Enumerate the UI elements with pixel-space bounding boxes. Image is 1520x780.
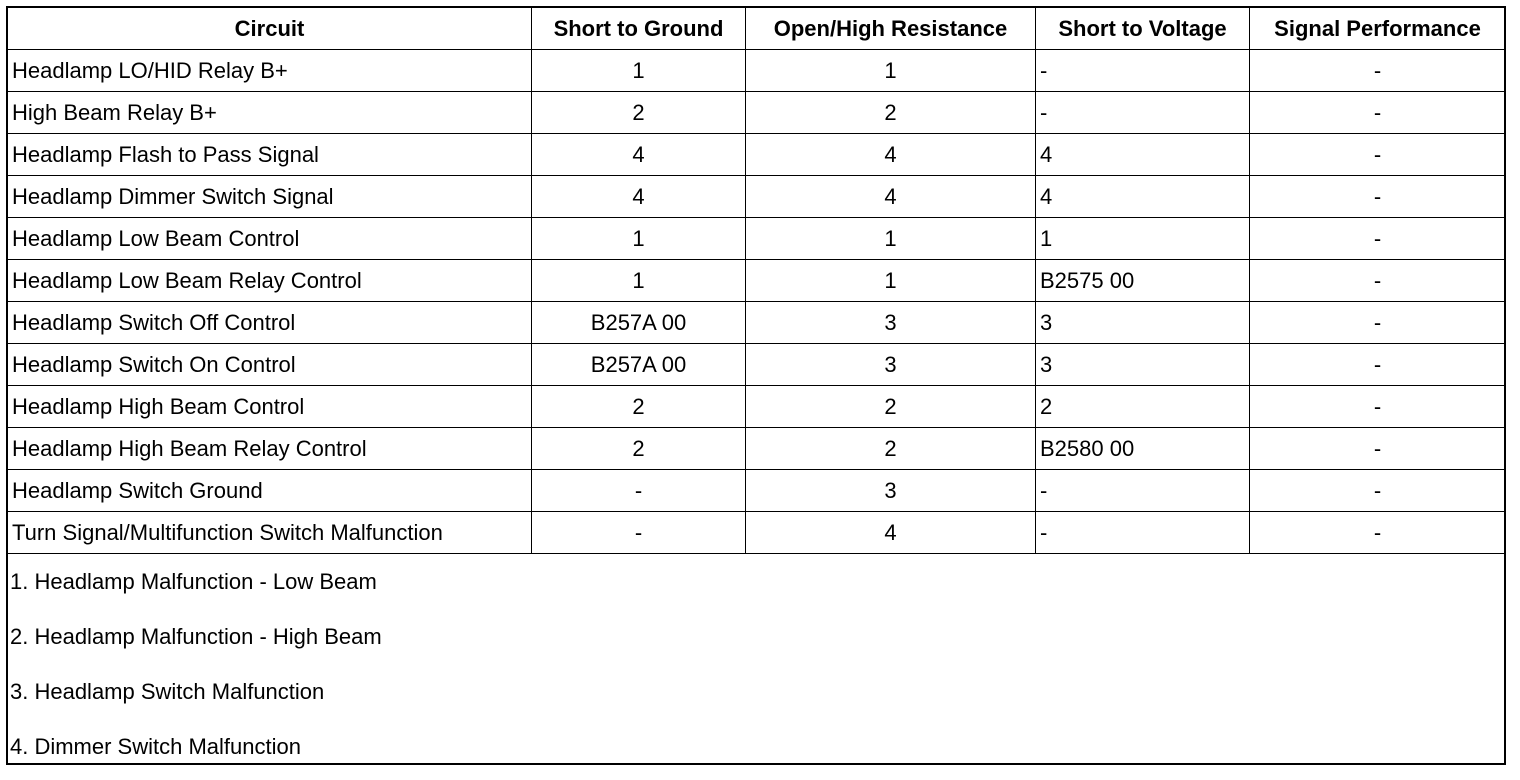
open-high-resistance-cell: 2: [746, 386, 1036, 428]
short-to-ground-cell: 4: [532, 134, 746, 176]
table-row: [8, 428, 1506, 470]
short-to-ground-cell: 1: [532, 218, 746, 260]
short-to-voltage-cell: 3: [1036, 302, 1250, 344]
short-to-voltage-cell: -: [1036, 50, 1250, 92]
circuit-cell: Headlamp Switch Off Control: [8, 302, 532, 344]
table-row: [8, 50, 1506, 92]
footnote: 1. Headlamp Malfunction - Low Beam: [10, 569, 377, 594]
footnote: 2. Headlamp Malfunction - High Beam: [10, 624, 382, 649]
short-to-voltage-cell: -: [1036, 92, 1250, 134]
short-to-voltage-cell: 4: [1036, 134, 1250, 176]
table-row: [8, 176, 1506, 218]
circuit-cell: Headlamp Low Beam Relay Control: [8, 260, 532, 302]
open-high-resistance-cell: 4: [746, 176, 1036, 218]
header-circuit: Circuit: [8, 8, 532, 50]
open-high-resistance-cell: 2: [746, 92, 1036, 134]
signal-performance-cell: -: [1250, 428, 1506, 470]
footnotes: [10, 560, 1500, 780]
table-row: [8, 260, 1506, 302]
open-high-resistance-cell: 3: [746, 470, 1036, 512]
circuit-cell: Turn Signal/Multifunction Switch Malfunction: [8, 512, 532, 554]
open-high-resistance-cell: 1: [746, 50, 1036, 92]
circuit-cell: Headlamp Flash to Pass Signal: [8, 134, 532, 176]
circuit-cell: High Beam Relay B+: [8, 92, 532, 134]
short-to-ground-cell: 4: [532, 176, 746, 218]
signal-performance-cell: -: [1250, 386, 1506, 428]
open-high-resistance-cell: 2: [746, 428, 1036, 470]
open-high-resistance-cell: 3: [746, 344, 1036, 386]
table-row: [8, 512, 1506, 554]
short-to-voltage-cell: -: [1036, 470, 1250, 512]
short-to-ground-cell: -: [532, 512, 746, 554]
open-high-resistance-cell: 1: [746, 218, 1036, 260]
signal-performance-cell: -: [1250, 218, 1506, 260]
header-open-high-resistance: Open/High Resistance: [746, 8, 1036, 50]
short-to-ground-cell: B257A 00: [532, 344, 746, 386]
circuit-cell: Headlamp High Beam Control: [8, 386, 532, 428]
short-to-voltage-cell: -: [1036, 512, 1250, 554]
circuit-cell: Headlamp LO/HID Relay B+: [8, 50, 532, 92]
short-to-voltage-cell: 1: [1036, 218, 1250, 260]
short-to-ground-cell: B257A 00: [532, 302, 746, 344]
header-short-to-voltage: Short to Voltage: [1036, 8, 1250, 50]
footnote: 4. Dimmer Switch Malfunction: [10, 734, 301, 759]
signal-performance-cell: -: [1250, 176, 1506, 218]
footnote: 3. Headlamp Switch Malfunction: [10, 679, 325, 704]
signal-performance-cell: -: [1250, 470, 1506, 512]
open-high-resistance-cell: 3: [746, 302, 1036, 344]
table-row: [8, 218, 1506, 260]
table-row: [8, 134, 1506, 176]
table-row: [8, 344, 1506, 386]
open-high-resistance-cell: 1: [746, 260, 1036, 302]
table-row: [8, 386, 1506, 428]
signal-performance-cell: -: [1250, 92, 1506, 134]
diagnostic-table-sheet: [6, 6, 1506, 765]
short-to-voltage-cell: B2580 00: [1036, 428, 1250, 470]
circuit-cell: Headlamp Switch Ground: [8, 470, 532, 512]
signal-performance-cell: -: [1250, 50, 1506, 92]
short-to-ground-cell: 1: [532, 260, 746, 302]
header-row: [8, 8, 1506, 50]
short-to-ground-cell: 2: [532, 428, 746, 470]
header-signal-performance: Signal Performance: [1250, 8, 1506, 50]
table-row: [8, 302, 1506, 344]
signal-performance-cell: -: [1250, 344, 1506, 386]
table-row: [8, 92, 1506, 134]
short-to-ground-cell: 2: [532, 386, 746, 428]
circuit-cell: Headlamp High Beam Relay Control: [8, 428, 532, 470]
open-high-resistance-cell: 4: [746, 512, 1036, 554]
signal-performance-cell: -: [1250, 302, 1506, 344]
short-to-ground-cell: 2: [532, 92, 746, 134]
short-to-ground-cell: -: [532, 470, 746, 512]
signal-performance-cell: -: [1250, 260, 1506, 302]
short-to-voltage-cell: 4: [1036, 176, 1250, 218]
circuit-cell: Headlamp Switch On Control: [8, 344, 532, 386]
circuit-cell: Headlamp Dimmer Switch Signal: [8, 176, 532, 218]
open-high-resistance-cell: 4: [746, 134, 1036, 176]
short-to-ground-cell: 1: [532, 50, 746, 92]
header-short-to-ground: Short to Ground: [532, 8, 746, 50]
circuit-cell: Headlamp Low Beam Control: [8, 218, 532, 260]
circuit-fault-table: [7, 7, 1506, 554]
signal-performance-cell: -: [1250, 512, 1506, 554]
short-to-voltage-cell: 3: [1036, 344, 1250, 386]
signal-performance-cell: -: [1250, 134, 1506, 176]
table-row: [8, 470, 1506, 512]
short-to-voltage-cell: B2575 00: [1036, 260, 1250, 302]
short-to-voltage-cell: 2: [1036, 386, 1250, 428]
